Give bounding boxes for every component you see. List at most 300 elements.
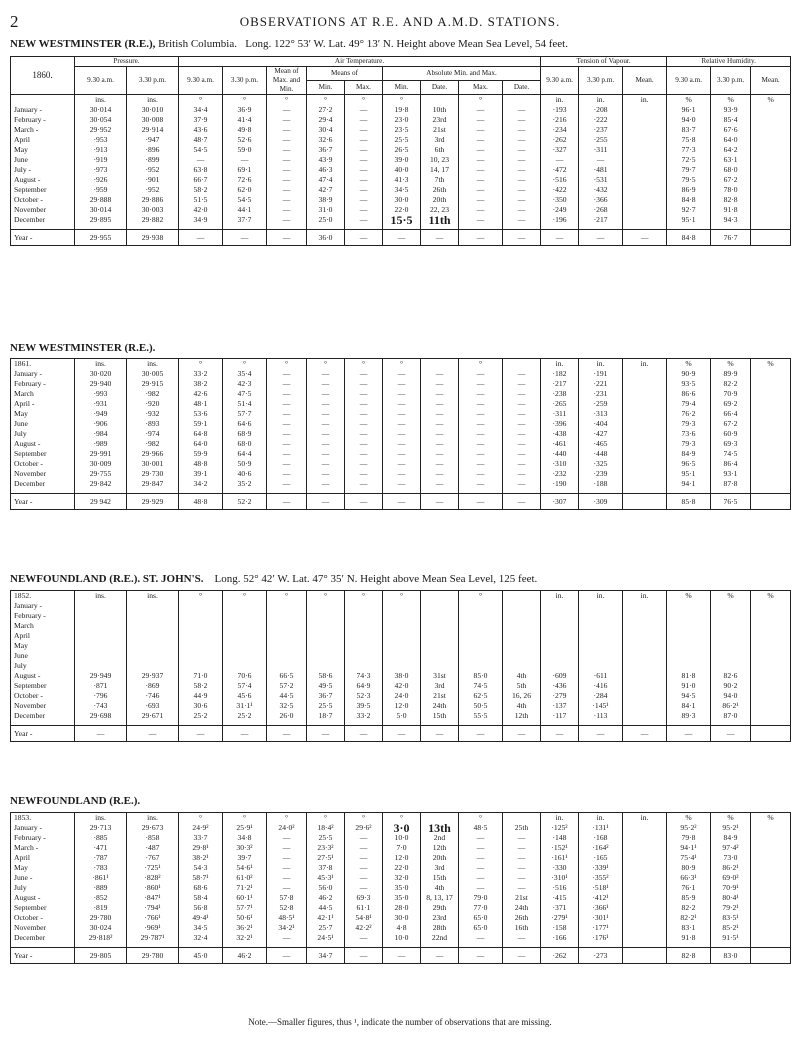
data-cell [579, 631, 623, 641]
data-cell: 68·0 [223, 439, 267, 449]
unit-cell: ° [267, 813, 307, 824]
year-cell: — [623, 230, 667, 246]
year-cell: — [459, 948, 503, 964]
table-row [11, 611, 791, 621]
data-cell [541, 651, 579, 661]
year-cell: — [579, 726, 623, 742]
unit-cell: ° [267, 591, 307, 602]
data-cell: ·422 [541, 185, 579, 195]
year-cell [751, 494, 791, 510]
month-label: December [11, 215, 75, 225]
data-cell [503, 651, 541, 661]
data-cell: ·427 [579, 429, 623, 439]
data-cell: 16, 26 [503, 691, 541, 701]
absolute-header: Absolute Min. and Max. [383, 67, 541, 81]
data-cell: 34·2¹ [267, 923, 307, 933]
data-cell [307, 611, 345, 621]
data-cell: ·217 [579, 215, 623, 225]
data-cell [541, 661, 579, 671]
month-label: February - [11, 611, 75, 621]
data-cell [751, 863, 791, 873]
table-row [11, 823, 791, 833]
data-cell: — [307, 439, 345, 449]
year-cell: — [459, 494, 503, 510]
data-cell: — [459, 853, 503, 863]
data-cell: — [459, 459, 503, 469]
data-cell: 38·9 [307, 195, 345, 205]
year-cell: 29·780 [127, 948, 179, 964]
month-label: August - [11, 893, 75, 903]
data-cell: — [503, 459, 541, 469]
data-cell: 12·0 [383, 853, 421, 863]
data-cell: — [503, 429, 541, 439]
data-cell: 36·9 [223, 105, 267, 115]
table-row [11, 651, 791, 661]
data-cell: 67·6 [711, 125, 751, 135]
data-cell: 39·5 [345, 701, 383, 711]
data-cell [345, 651, 383, 661]
data-cell: ·932 [127, 409, 179, 419]
data-cell [459, 651, 503, 661]
data-cell [623, 611, 667, 621]
data-cell: 34·9 [179, 215, 223, 225]
data-cell: — [421, 379, 459, 389]
data-cell: ·609 [541, 671, 579, 681]
data-cell: ·860¹ [127, 883, 179, 893]
data-cell: ·531 [579, 175, 623, 185]
data-cell: — [307, 469, 345, 479]
data-cell: — [459, 409, 503, 419]
data-cell: 84·1 [667, 701, 711, 711]
data-cell: 29·915 [127, 379, 179, 389]
data-cell [623, 883, 667, 893]
unit-cell: in. [623, 95, 667, 106]
data-cell: — [503, 165, 541, 175]
table-row [11, 833, 791, 843]
data-cell: ·953 [75, 135, 127, 145]
year-cell: — [541, 726, 579, 742]
year-cell: — [503, 230, 541, 246]
data-cell: — [503, 175, 541, 185]
data-cell: 5·0 [383, 711, 421, 721]
data-cell: 39·0 [383, 155, 421, 165]
data-cell [127, 611, 179, 621]
data-cell: ·188 [579, 479, 623, 489]
data-cell: — [421, 449, 459, 459]
data-cell: 38·2 [179, 379, 223, 389]
year-cell: — [75, 726, 127, 742]
data-cell [667, 611, 711, 621]
data-cell: 13th [421, 823, 459, 833]
data-cell [751, 105, 791, 115]
data-cell [751, 661, 791, 671]
data-cell [503, 601, 541, 611]
data-cell: 29·8¹ [179, 843, 223, 853]
data-cell: 90·9 [667, 369, 711, 379]
data-cell: 30·005 [127, 369, 179, 379]
data-cell: 49·5 [307, 681, 345, 691]
data-cell: 42·6 [179, 389, 223, 399]
data-cell [75, 611, 127, 621]
unit-cell [503, 591, 541, 602]
data-cell: — [383, 409, 421, 419]
data-cell [307, 651, 345, 661]
year-cell [623, 948, 667, 964]
data-cell: 31·0 [307, 205, 345, 215]
data-cell: ·262 [541, 135, 579, 145]
data-cell: 11th [421, 215, 459, 225]
data-cell: — [459, 135, 503, 145]
data-cell: 71·2¹ [223, 883, 267, 893]
data-cell [751, 449, 791, 459]
data-cell [751, 933, 791, 943]
unit-cell: in. [623, 813, 667, 824]
unit-cell: in. [541, 591, 579, 602]
data-cell: ·819 [75, 903, 127, 913]
year-cell: — [421, 726, 459, 742]
table-row [11, 903, 791, 913]
data-cell: ·113 [579, 711, 623, 721]
data-cell: — [345, 429, 383, 439]
year-label: 1853. [11, 813, 75, 824]
data-cell [579, 611, 623, 621]
data-cell: — [345, 459, 383, 469]
data-cell: 79·8 [667, 833, 711, 843]
data-cell: 75·8 [667, 135, 711, 145]
data-cell [623, 145, 667, 155]
data-cell: 63·8 [179, 165, 223, 175]
data-cell: — [503, 843, 541, 853]
data-cell [751, 691, 791, 701]
data-cell: — [267, 369, 307, 379]
month-label: January - [11, 823, 75, 833]
data-cell: — [459, 125, 503, 135]
data-cell: — [307, 459, 345, 469]
data-cell: ·952 [127, 185, 179, 195]
data-cell: ·327 [541, 145, 579, 155]
year-cell: — [541, 230, 579, 246]
data-cell: — [579, 155, 623, 165]
data-cell: — [267, 155, 307, 165]
col-pm: 3.30 p.m. [579, 67, 623, 95]
data-cell [751, 883, 791, 893]
data-cell: — [267, 175, 307, 185]
year-cell: 52·2 [223, 494, 267, 510]
data-cell: 66·5 [267, 671, 307, 681]
data-cell: — [345, 833, 383, 843]
data-cell: ·947 [127, 135, 179, 145]
table-row [11, 631, 791, 641]
month-label: February - [11, 379, 75, 389]
data-cell: 5th [503, 681, 541, 691]
data-cell [307, 661, 345, 671]
data-cell [541, 621, 579, 631]
data-cell: — [267, 863, 307, 873]
col-am: 9.30 a.m. [541, 67, 579, 95]
data-cell: — [459, 419, 503, 429]
data-cell: 22, 23 [421, 205, 459, 215]
table-row [11, 369, 791, 379]
data-cell: ·125² [541, 823, 579, 833]
data-cell: 62·0 [223, 185, 267, 195]
data-cell [223, 661, 267, 671]
data-cell [579, 641, 623, 651]
data-cell: 68·9 [223, 429, 267, 439]
data-cell: 95·1 [667, 215, 711, 225]
data-cell [383, 661, 421, 671]
data-cell [623, 459, 667, 469]
month-label: September [11, 681, 75, 691]
data-cell: ·919 [75, 155, 127, 165]
unit-cell: % [667, 95, 711, 106]
table-row [11, 469, 791, 479]
data-cell: — [383, 479, 421, 489]
data-cell: — [267, 135, 307, 145]
data-cell [751, 419, 791, 429]
year-cell: — [307, 726, 345, 742]
unit-cell: ° [267, 95, 307, 106]
data-cell: — [459, 479, 503, 489]
year-cell: — [307, 494, 345, 510]
data-cell: 30·014 [75, 105, 127, 115]
data-cell: — [345, 105, 383, 115]
data-cell: ·165 [579, 853, 623, 863]
data-cell: 15·5 [383, 215, 421, 225]
data-cell: 24th [503, 903, 541, 913]
data-cell: ·869 [127, 681, 179, 691]
data-cell: 86·2¹ [711, 701, 751, 711]
data-cell: 64·8 [179, 429, 223, 439]
data-cell: — [459, 205, 503, 215]
data-cell: 26th [503, 913, 541, 923]
data-cell: 22·0 [383, 863, 421, 873]
data-cell: — [459, 873, 503, 883]
data-cell [623, 115, 667, 125]
data-cell: — [503, 215, 541, 225]
data-cell: ·828² [127, 873, 179, 883]
col-pm: 3.30 p.m. [223, 67, 267, 95]
data-cell [223, 631, 267, 641]
data-cell [75, 661, 127, 671]
data-cell: ·984 [75, 429, 127, 439]
data-cell: — [267, 439, 307, 449]
table-row [11, 621, 791, 631]
data-cell: — [459, 155, 503, 165]
data-cell: 69·3 [345, 893, 383, 903]
data-cell [623, 681, 667, 691]
data-cell [751, 621, 791, 631]
data-cell [459, 611, 503, 621]
data-cell: 3rd [421, 681, 459, 691]
data-cell: 42·0 [179, 205, 223, 215]
data-cell: ·371 [541, 903, 579, 913]
data-cell: — [503, 389, 541, 399]
data-cell: — [503, 125, 541, 135]
col-mean: Mean. [751, 67, 791, 95]
data-cell: — [421, 419, 459, 429]
data-cell: 25th [503, 823, 541, 833]
data-cell [127, 661, 179, 671]
year-cell: 76·7 [711, 230, 751, 246]
unit-cell: % [751, 359, 791, 370]
data-cell: ·787 [75, 853, 127, 863]
data-cell: 72·5 [667, 155, 711, 165]
unit-cell: % [667, 591, 711, 602]
year-cell: 85·8 [667, 494, 711, 510]
data-cell: — [345, 863, 383, 873]
data-cell: 91·8 [711, 205, 751, 215]
data-cell: ·137 [541, 701, 579, 711]
data-cell: — [345, 419, 383, 429]
data-cell [383, 651, 421, 661]
data-cell: — [307, 429, 345, 439]
data-cell: 82·2 [711, 379, 751, 389]
data-cell: 30·054 [75, 115, 127, 125]
data-cell: 74·5 [459, 681, 503, 691]
data-cell: 26·0 [267, 711, 307, 721]
data-cell [751, 409, 791, 419]
data-cell: 3rd [421, 863, 459, 873]
unit-cell: ° [307, 591, 345, 602]
data-cell: — [267, 389, 307, 399]
data-cell: 30·6 [179, 701, 223, 711]
data-cell: — [503, 105, 541, 115]
data-cell: ·896 [127, 145, 179, 155]
data-cell [623, 853, 667, 863]
data-cell [711, 611, 751, 621]
data-cell [751, 479, 791, 489]
data-cell: — [267, 165, 307, 175]
col-am: 9.30 a.m. [75, 67, 127, 95]
data-cell [623, 135, 667, 145]
data-cell: — [345, 145, 383, 155]
data-cell: ·161¹ [541, 853, 579, 863]
col-am: 9.30 a.m. [179, 67, 223, 95]
data-cell [751, 155, 791, 165]
data-cell: ·783 [75, 863, 127, 873]
data-cell: 47·4 [307, 175, 345, 185]
data-cell [267, 601, 307, 611]
data-cell: ·794¹ [127, 903, 179, 913]
data-cell: — [345, 379, 383, 389]
data-cell: — [267, 145, 307, 155]
data-cell [179, 661, 223, 671]
data-cell: ·249 [541, 205, 579, 215]
data-cell: — [503, 853, 541, 863]
data-cell: — [503, 469, 541, 479]
data-cell [383, 601, 421, 611]
year-cell: — [267, 494, 307, 510]
data-cell: — [459, 175, 503, 185]
data-cell [751, 853, 791, 863]
data-cell [751, 903, 791, 913]
table-row [11, 853, 791, 863]
data-cell [623, 641, 667, 651]
data-cell: 50·9 [223, 459, 267, 469]
year-cell [751, 726, 791, 742]
data-cell [179, 621, 223, 631]
data-cell: ·913 [75, 145, 127, 155]
year-cell: 29·955 [75, 230, 127, 246]
data-cell [711, 641, 751, 651]
data-cell: 94·0 [667, 115, 711, 125]
data-cell: 84·9 [667, 449, 711, 459]
data-cell: 33·2 [345, 711, 383, 721]
data-cell: 34·2 [179, 479, 223, 489]
data-cell: ·259 [579, 399, 623, 409]
data-cell: ·216 [541, 115, 579, 125]
data-cell: ·193 [541, 105, 579, 115]
data-cell: 29·842 [75, 479, 127, 489]
data-cell: 27·2 [307, 105, 345, 115]
unit-cell: in. [541, 813, 579, 824]
data-cell [623, 701, 667, 711]
data-cell [711, 651, 751, 661]
data-cell: 41·4 [223, 115, 267, 125]
month-label: March [11, 621, 75, 631]
table-row [11, 641, 791, 651]
data-cell: 7th [421, 175, 459, 185]
data-cell: 29·937 [127, 671, 179, 681]
month-label: July - [11, 165, 75, 175]
data-cell: ·415 [541, 893, 579, 903]
data-cell: ·239 [579, 469, 623, 479]
data-cell: 45·3¹ [307, 873, 345, 883]
data-cell [267, 631, 307, 641]
data-cell: ·131¹ [579, 823, 623, 833]
data-cell: — [459, 429, 503, 439]
year-cell: 29 942 [75, 494, 127, 510]
data-cell [223, 641, 267, 651]
data-cell: 94·5 [667, 691, 711, 701]
data-cell [179, 631, 223, 641]
table-row [11, 389, 791, 399]
year-row-label: Year - [11, 726, 75, 742]
data-cell [667, 621, 711, 631]
month-label: May [11, 409, 75, 419]
data-cell: — [459, 449, 503, 459]
data-cell [623, 389, 667, 399]
data-cell: 29·787¹ [127, 933, 179, 943]
data-cell [267, 611, 307, 621]
col-max: Max. [459, 81, 503, 95]
data-cell: 31st [421, 671, 459, 681]
data-cell: ·366 [579, 195, 623, 205]
data-cell: ·982 [127, 389, 179, 399]
unit-cell: % [711, 813, 751, 824]
year-cell: — [345, 230, 383, 246]
data-cell: — [459, 469, 503, 479]
unit-cell: ° [307, 813, 345, 824]
data-cell: 68·6 [179, 883, 223, 893]
month-label: November [11, 205, 75, 215]
data-cell: 37·8 [307, 863, 345, 873]
data-cell: 54·8¹ [345, 913, 383, 923]
data-cell [751, 843, 791, 853]
data-cell [711, 621, 751, 631]
data-cell: 37·7 [223, 215, 267, 225]
data-cell: — [383, 459, 421, 469]
data-cell: — [421, 389, 459, 399]
data-cell: — [345, 125, 383, 135]
data-cell: 35·0 [383, 883, 421, 893]
data-cell: ·268 [579, 205, 623, 215]
data-cell [623, 923, 667, 933]
year-cell: 45·0 [179, 948, 223, 964]
unit-cell: in. [623, 591, 667, 602]
month-label: March [11, 389, 75, 399]
data-cell: 10·0 [383, 933, 421, 943]
